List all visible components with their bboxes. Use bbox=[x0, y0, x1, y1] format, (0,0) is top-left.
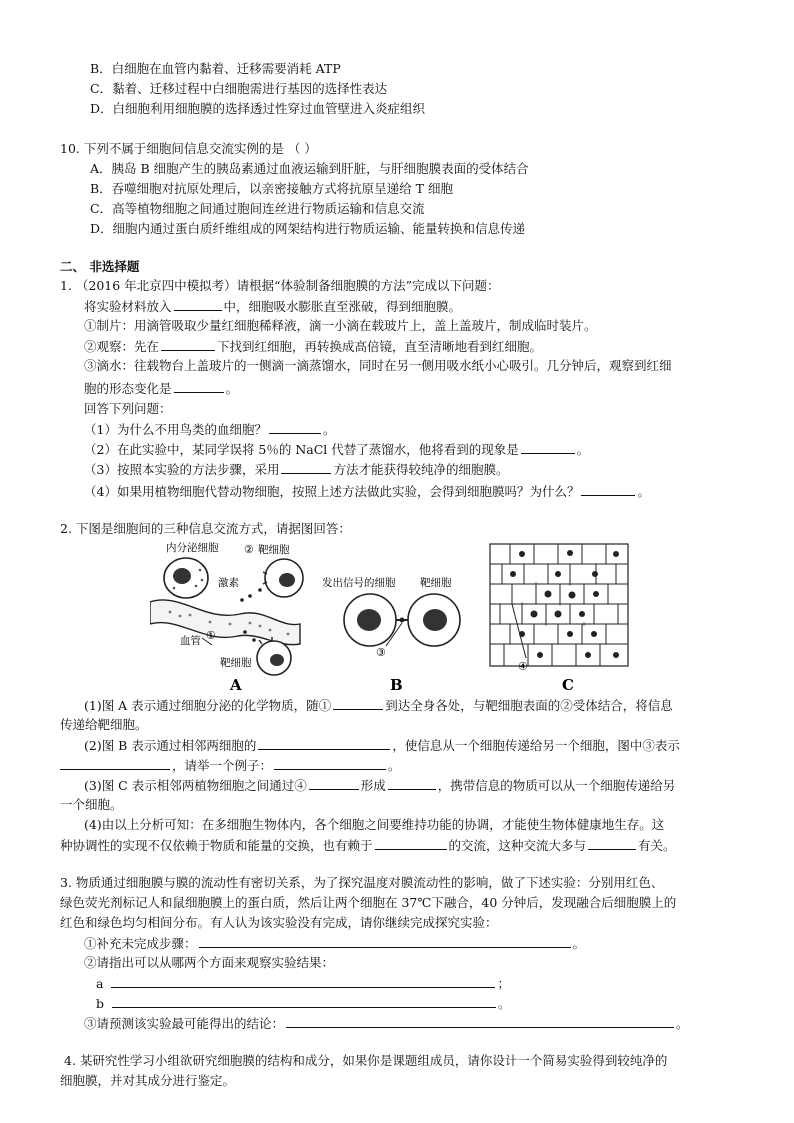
fig-label-target2: 靶细胞 bbox=[220, 657, 252, 669]
q9-option-d: D．白细胞利用细胞膜的选择透过性穿过血管壁进入炎症组织 bbox=[90, 101, 426, 116]
text: 。 bbox=[676, 1016, 689, 1031]
panel-label-c: C bbox=[562, 676, 574, 692]
text: （2）在此实验中，某同学误将 5％的 NaCl 代替了蒸馏水，他将看到的现象是 bbox=[84, 442, 519, 457]
p1-line2 bbox=[84, 298, 461, 315]
p4-line2: 细胞膜，并对其成分进行鉴定。 bbox=[60, 1073, 236, 1088]
p2-stem: 2. 下图是细胞间的三种信息交流方式，请据图回答： bbox=[60, 521, 351, 536]
text: ； bbox=[497, 976, 510, 991]
p3-step2: ②请指出可以从哪两个方面来观察实验结果： bbox=[84, 955, 335, 970]
text: 形成 bbox=[360, 778, 386, 793]
p2-sub2-cont bbox=[60, 757, 401, 774]
fig-label-c2: ② bbox=[244, 543, 254, 556]
p1-sub1 bbox=[84, 421, 335, 438]
q10-option-d: D．细胞内通过蛋白质纤维组成的网架结构进行物质运输、能量转换和信息传递 bbox=[90, 221, 526, 236]
p1-sub4 bbox=[84, 483, 650, 500]
q10-option-c: C．高等植物细胞之间通过胞间连丝进行物质运输和信息交流 bbox=[90, 201, 425, 216]
answer-blank[interactable] bbox=[258, 737, 390, 750]
section-title: 二、 非选择题 bbox=[60, 259, 140, 274]
text: ，请举一个例子： bbox=[172, 758, 273, 773]
answer-blank[interactable] bbox=[581, 483, 635, 496]
answer-blank[interactable] bbox=[174, 380, 224, 393]
text: b bbox=[96, 996, 105, 1011]
p4-line1: 4. 某研究性学习小组欲研究细胞膜的结构和成分，如果你是课题组成员，请你设计一个简易实验得到较纯净的 bbox=[64, 1053, 668, 1068]
text: 种协调性的实现不仅依赖于物质和能量的交换，也有赖于 bbox=[60, 838, 373, 853]
p2-sub1-cont: 传递给靶细胞。 bbox=[60, 717, 148, 732]
text: 。 bbox=[572, 936, 586, 951]
panel-label-b: B bbox=[390, 676, 403, 692]
p3-step1 bbox=[84, 935, 585, 952]
text: 下找到红细胞，再转换成高倍镜，直至清晰地看到红细胞。 bbox=[217, 339, 543, 354]
q10-stem: 10. 下列不属于细胞间信息交流实例的是 （ ） bbox=[60, 141, 317, 156]
answer-blank[interactable] bbox=[375, 837, 447, 850]
answer-blank[interactable] bbox=[161, 338, 215, 351]
answer-blank[interactable] bbox=[588, 837, 636, 850]
text: （3）按照本实验的方法步骤，采用 bbox=[84, 462, 280, 477]
q9-option-b: B．白细胞在血管内黏着、迁移需要消耗 ATP bbox=[90, 61, 341, 76]
p1-step3: ③滴水：往载物台上盖玻片的一侧滴一滴蒸馏水，同时在另一侧用吸水纸小心吸引。几分钟后，观察到红细 bbox=[84, 358, 672, 373]
p2-sub4: (4)由以上分析可知：在多细胞生物体内，各个细胞之间要维持功能的协调，才能使生物体健康地生存。这 bbox=[84, 817, 665, 832]
text: (1)图 A 表示通过细胞分泌的化学物质，随① bbox=[84, 698, 332, 713]
p1-step2 bbox=[84, 338, 542, 355]
text: ，携带信息的物质可以从一个细胞传递给另 bbox=[437, 778, 676, 793]
q9-option-c: C．黏着、迁移过程中白细胞需进行基因的选择性表达 bbox=[90, 81, 388, 96]
answer-blank[interactable] bbox=[111, 975, 495, 988]
fig-label-signal-cell: 发出信号的细胞 bbox=[322, 577, 396, 589]
p2-sub3 bbox=[84, 777, 675, 794]
panel-b bbox=[344, 594, 460, 646]
p1-step1: ①制片：用滴管吸取少量红细胞稀释液，滴一小滴在载玻片上，盖上盖玻片，制成临时装片。 bbox=[84, 318, 597, 333]
text: ①补充未完成步骤： bbox=[84, 936, 197, 951]
text: 。 bbox=[637, 484, 650, 499]
p2-sub2 bbox=[84, 737, 680, 754]
p3-step2-b bbox=[96, 995, 511, 1012]
text: ③请预测该实验最可能得出的结论： bbox=[84, 1016, 285, 1031]
p1-answer-prompt: 回答下列问题： bbox=[84, 401, 172, 416]
text: 的交流，这种交流大多与 bbox=[448, 838, 587, 853]
p2-sub4-cont bbox=[60, 837, 676, 854]
p3-line1: 3. 物质通过细胞膜与膜的流动性有密切关系，为了探究温度对膜流动性的影响，做了下述实验：分别用红色、 bbox=[60, 875, 664, 890]
p2-sub3-cont: 一个细胞。 bbox=[60, 797, 123, 812]
text: 胞的形态变化是 bbox=[84, 381, 172, 396]
p1-step3-cont bbox=[84, 380, 238, 397]
cell-communication-figure bbox=[150, 540, 630, 692]
text: 。 bbox=[576, 442, 590, 457]
answer-blank[interactable] bbox=[174, 298, 222, 311]
text: 到达全身各处，与靶细胞表面的②受体结合，将信息 bbox=[385, 698, 673, 713]
text: 。 bbox=[388, 758, 401, 773]
text: 中，细胞吸水膨胀直至涨破，得到细胞膜。 bbox=[223, 299, 462, 314]
text: 有关。 bbox=[638, 838, 676, 853]
fig-label-vessel: 血管 bbox=[180, 635, 201, 647]
answer-blank[interactable] bbox=[112, 995, 496, 1008]
answer-blank[interactable] bbox=[281, 461, 331, 474]
fig-label-endocrine: 内分泌细胞 bbox=[166, 542, 219, 554]
text: a bbox=[96, 976, 104, 991]
panel-label-a: A bbox=[230, 676, 242, 692]
text: (2)图 B 表示通过相邻两细胞的 bbox=[84, 738, 257, 753]
q10-option-b: B．吞噬细胞对抗原处理后，以亲密接触方式将抗原呈递给 T 细胞 bbox=[90, 181, 453, 196]
answer-blank[interactable] bbox=[60, 757, 170, 770]
text: 。 bbox=[322, 422, 336, 437]
fig-label-hormone: 激素 bbox=[218, 577, 239, 589]
answer-blank[interactable] bbox=[333, 697, 383, 710]
text: 将实验材料放入 bbox=[84, 299, 172, 314]
text: ，使信息从一个细胞传递给另一个细胞，图中③表示 bbox=[392, 738, 680, 753]
p1-sub2 bbox=[84, 441, 589, 458]
q10-option-a: A．胰岛 B 细胞产生的胰岛素通过血液运输到肝脏，与肝细胞膜表面的受体结合 bbox=[90, 161, 529, 176]
p3-step2-a bbox=[96, 975, 510, 992]
p1-stem: 1. （2016 年北京四中模拟考）请根据“体验制备细胞膜的方法”完成以下问题： bbox=[60, 278, 500, 293]
fig-label-target1: 靶细胞 bbox=[258, 544, 290, 556]
fig-label-c1: ① bbox=[206, 629, 216, 642]
text: （4）如果用植物细胞代替动物细胞，按照上述方法做此实验，会得到细胞膜吗？为什么？ bbox=[84, 484, 580, 499]
panel-c bbox=[490, 544, 628, 666]
p3-step3 bbox=[84, 1015, 689, 1032]
answer-blank[interactable] bbox=[286, 1015, 674, 1028]
text: 。 bbox=[498, 996, 511, 1011]
answer-blank[interactable] bbox=[274, 757, 386, 770]
p3-line2: 绿色荧光剂标记人和鼠细胞膜上的蛋白质，然后让两个细胞在 37℃下融合，40 分钟后，发现融合后细胞膜上的 bbox=[60, 895, 677, 910]
text: （1）为什么不用鸟类的血细胞？ bbox=[84, 422, 267, 437]
text: ②观察：先在 bbox=[84, 339, 160, 354]
fig-label-target-b: 靶细胞 bbox=[420, 577, 452, 589]
answer-blank[interactable] bbox=[521, 441, 575, 454]
answer-blank[interactable] bbox=[199, 935, 571, 948]
answer-blank[interactable] bbox=[309, 777, 359, 790]
fig-label-c3: ③ bbox=[376, 646, 386, 659]
text: 方法才能获得较纯净的细胞膜。 bbox=[333, 462, 509, 477]
answer-blank[interactable] bbox=[269, 421, 321, 434]
p1-sub3 bbox=[84, 461, 508, 478]
p2-sub1 bbox=[84, 697, 673, 714]
p3-line3: 红色和绿色均匀相间分布。有人认为该实验没有完成，请你继续完成探究实验： bbox=[60, 915, 498, 930]
text: 。 bbox=[225, 381, 239, 396]
fig-label-c4: ④ bbox=[518, 660, 528, 673]
text: (3)图 C 表示相邻两植物细胞之间通过④ bbox=[84, 778, 307, 793]
answer-blank[interactable] bbox=[388, 777, 436, 790]
